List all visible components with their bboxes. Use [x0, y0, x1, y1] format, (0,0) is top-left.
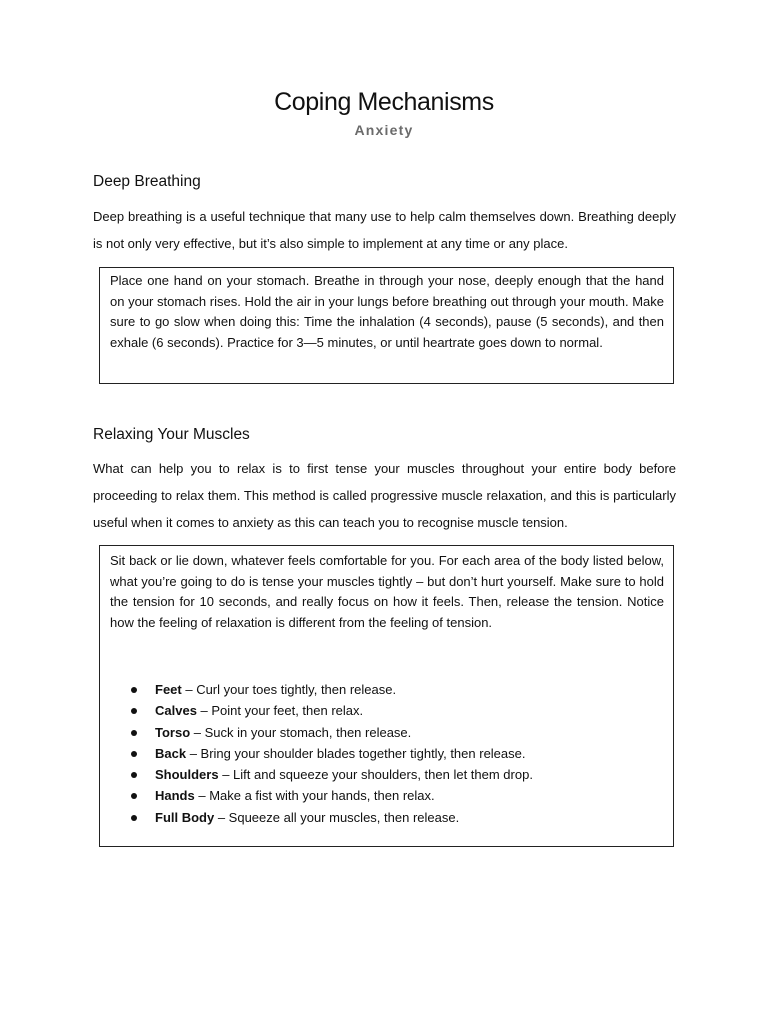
bullet-icon — [131, 708, 137, 714]
list-item — [100, 743, 533, 764]
list-item-term: Torso — [155, 724, 191, 740]
list-item-text: – Make a fist with your hands, then relax. — [194, 788, 435, 804]
section-heading-deep-breathing: Deep Breathing — [93, 173, 201, 190]
bullet-icon — [131, 687, 137, 693]
bullet-icon — [131, 730, 137, 736]
list-item — [100, 785, 533, 806]
instruction-text-deep-breathing: Place one hand on your stomach. Breathe in through your nose, deeply enough that the hand on your stomach rises. Hold the air in your lungs before breathing out through your mouth. Make sure to go slow when doing this: Time the inhalation (4 seconds), pause (5 seconds), and then exhale (6 seconds). Practice for 3—5 minutes, or until heartrate goes down to normal. — [110, 273, 664, 350]
muscle-group-list — [100, 679, 533, 828]
page-subtitle: Anxiety — [354, 122, 414, 138]
bullet-icon — [131, 772, 137, 778]
instruction-text-relaxing-muscles: Sit back or lie down, whatever feels comfortable for you. For each area of the body listed below, what you’re going to do is tense your muscles tightly – but don’t hurt yourself. Make sure to hold the tension for 10 seconds, and really focus on how it feels. Then, release the tension. Notice how the feeling of relaxation is different from the feeling of tension. — [110, 553, 664, 630]
list-item-term: Full Body — [155, 809, 215, 825]
instruction-box-relaxing-muscles — [99, 545, 674, 847]
list-item-text: – Curl your toes tightly, then release. — [181, 682, 397, 697]
list-item-term: Back — [155, 745, 187, 761]
section-intro-deep-breathing: Deep breathing is a useful technique that many use to help calm themselves down. Breathing deeply is not only very effective, but it’s also simple to implement at any time or any place. — [93, 209, 676, 251]
list-item-text: – Squeeze all your muscles, then release. — [214, 809, 460, 825]
bullet-icon — [131, 793, 137, 799]
list-item-term: Calves — [155, 703, 197, 719]
bullet-icon — [131, 751, 137, 757]
list-item — [100, 764, 533, 785]
instruction-box-deep-breathing — [99, 267, 674, 384]
section-heading-relaxing-muscles: Relaxing Your Muscles — [93, 426, 250, 443]
list-item-term: Shoulders — [155, 767, 219, 783]
list-item-text: – Point your feet, then relax. — [196, 703, 364, 719]
list-item-text: – Bring your shoulder blades together tightly, then release. — [186, 745, 526, 761]
list-item-text: – Lift and squeeze your shoulders, then let them drop. — [218, 767, 533, 783]
list-item-term: Feet — [155, 682, 182, 697]
page-title: Coping Mechanisms — [274, 88, 494, 116]
list-item — [100, 679, 533, 700]
list-item — [100, 807, 533, 828]
section-intro-relaxing-muscles: What can help you to relax is to first tense your muscles throughout your entire body before proceeding to relax them. This method is called progressive muscle relaxation, and this is particularly useful when it comes to anxiety as this can teach you to recognise muscle tension. — [93, 461, 676, 530]
bullet-icon — [131, 815, 137, 821]
list-item-term: Hands — [155, 788, 195, 804]
list-item-text: – Suck in your stomach, then release. — [190, 724, 412, 740]
list-item — [100, 722, 533, 743]
list-item — [100, 700, 533, 721]
